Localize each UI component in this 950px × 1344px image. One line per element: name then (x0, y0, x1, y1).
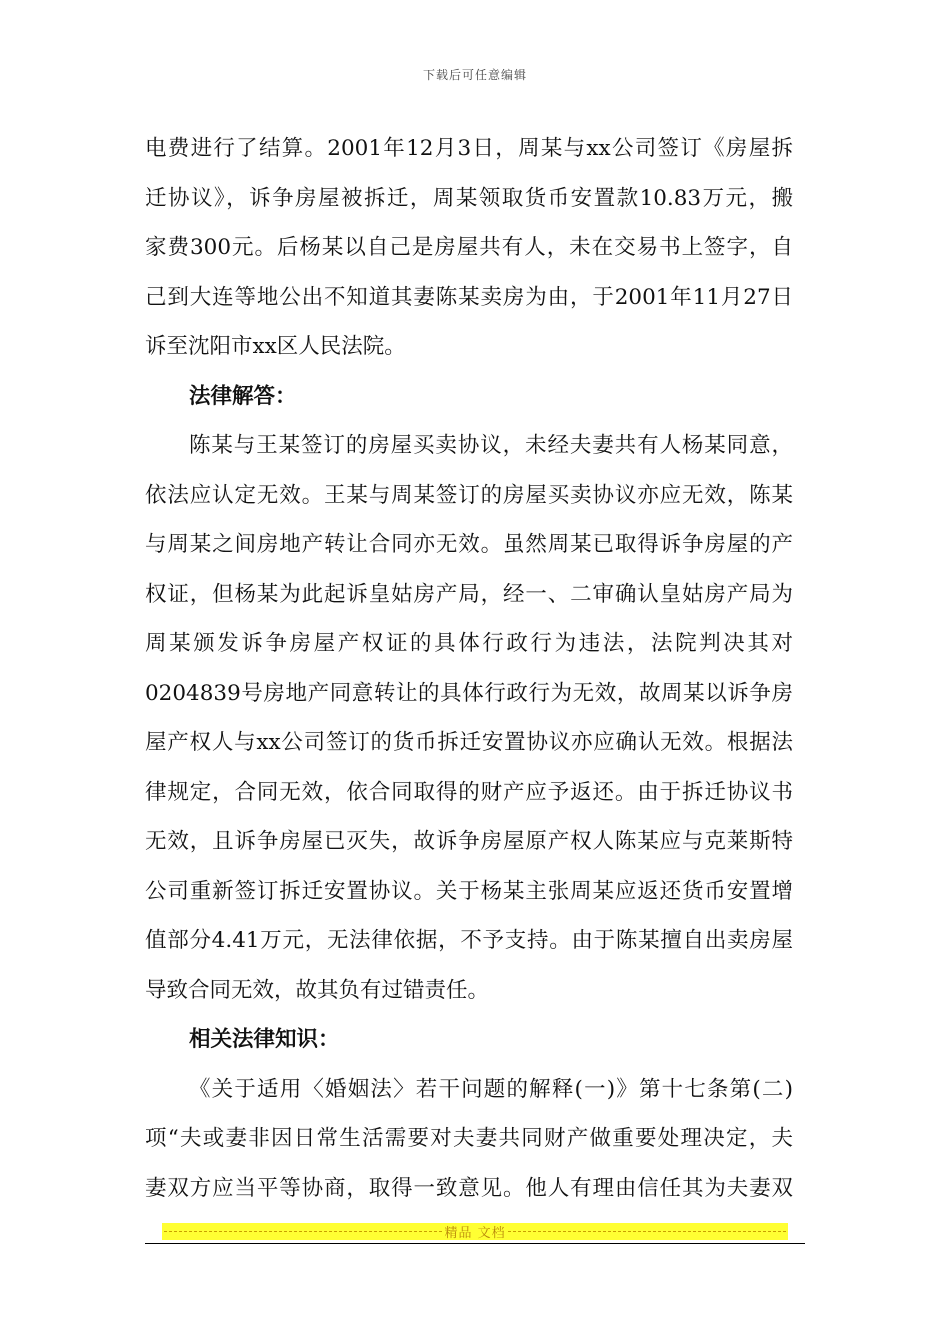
section-heading-legal-answer: 法律解答： (189, 383, 297, 409)
text-line: 周某颁发诉争房屋产权证的具体行政行为违法，法院判决其对 (145, 631, 793, 656)
text-line: 《关于适用〈婚姻法〉若干问题的解释(一)》第十七条第(二) (189, 1076, 793, 1102)
footer-label: 精品 文档 (444, 1226, 506, 1240)
footer-dash-right (508, 1231, 786, 1232)
footer-banner (162, 1223, 788, 1240)
text-line: 权证，但杨某为此起诉皇姑房产局，经一、二审确认皇姑房产局为 (145, 581, 793, 607)
text-line: 0204839号房地产同意转让的具体行政行为无效，故周某以诉争房 (145, 680, 793, 706)
section-heading-related-law: 相关法律知识： (189, 1027, 340, 1052)
text-line: 妻双方应当平等协商，取得一致意见。他人有理由信任其为夫妻双 (145, 1175, 793, 1201)
text-line: 律规定，合同无效，依合同取得的财产应予返还。由于拆迁协议书 (145, 779, 793, 805)
text-line: 家费300元。后杨某以自己是房屋共有人，未在交易书上签字，自 (145, 235, 793, 260)
footer-rule (145, 1243, 805, 1244)
text-line: 依法应认定无效。王某与周某签订的房屋买卖协议亦应无效，陈某 (145, 482, 793, 508)
text-line: 项“夫或妻非因日常生活需要对夫妻共同财产做重要处理决定，夫 (145, 1126, 793, 1151)
document-body (145, 124, 793, 1213)
text-line: 公司重新签订拆迁安置协议。关于杨某主张周某应返还货币安置增 (145, 878, 793, 904)
text-line: 诉至沈阳市xx区人民法院。 (145, 334, 406, 359)
text-line: 陈某与王某签订的房屋买卖协议，未经夫妻共有人杨某同意， (189, 433, 793, 458)
text-line: 导致合同无效，故其负有过错责任。 (145, 977, 490, 1003)
footer-dash-left (164, 1231, 442, 1232)
text-line: 值部分4.41万元，无法律依据，不予支持。由于陈某擅自出卖房屋 (145, 928, 793, 953)
text-line: 己到大连等地公出不知道其妻陈某卖房为由，于2001年11月27日 (145, 284, 793, 310)
text-line: 电费进行了结算。2001年12月3日，周某与xx公司签订《房屋拆 (145, 136, 793, 161)
text-line: 屋产权人与xx公司签订的货币拆迁安置协议亦应确认无效。根据法 (145, 730, 793, 755)
text-line: 与周某之间房地产转让合同亦无效。虽然周某已取得诉争房屋的产 (145, 532, 793, 557)
page-header: 下载后可任意编辑 (422, 68, 527, 82)
text-line: 无效，且诉争房屋已灭失，故诉争房屋原产权人陈某应与克莱斯特 (145, 829, 793, 854)
text-line: 迁协议》，诉争房屋被拆迁，周某领取货币安置款10.83万元，搬 (145, 185, 793, 211)
